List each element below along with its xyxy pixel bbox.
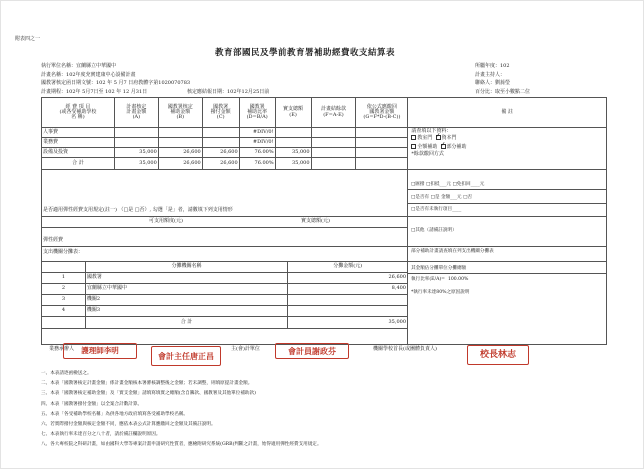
alloc-row bbox=[42, 295, 408, 306]
capital-checkbox[interactable] bbox=[436, 135, 441, 140]
return-mail: □匯撥 □扣抵___元 □免扣回____元 bbox=[411, 182, 485, 187]
accounting-label: 主(會)計單位 bbox=[231, 346, 260, 352]
plan-line bbox=[41, 73, 136, 78]
partial-subsidy-label: 部分補助 bbox=[446, 143, 467, 150]
executor-label: 執行單位名稱： bbox=[41, 63, 77, 69]
header-allocated: 國教署 撥付金額 (C) bbox=[202, 98, 239, 128]
alloc-no: 4 bbox=[42, 306, 86, 317]
cell-refund bbox=[356, 138, 408, 148]
period-line: 計畫期程：102年 5月7日至 102 年 12 月31日 bbox=[41, 89, 148, 95]
rate-line: 百分比：取至小數點二位 bbox=[475, 89, 531, 95]
cell-subsidy bbox=[158, 138, 202, 148]
principal-stamp: 校長林志 bbox=[467, 345, 529, 365]
cell-balance bbox=[311, 158, 356, 170]
alloc-amount: 26,600 bbox=[288, 273, 408, 284]
note-item: 二、本表「國教署核定計畫金額」係計畫金額核本署審核調整後之金額；若未調整，則填原提計畫金額。 bbox=[41, 381, 253, 387]
alloc-name: 機關2 bbox=[85, 295, 287, 306]
cell-rate: 76.00% bbox=[239, 158, 275, 170]
cell-approved: 35,000 bbox=[114, 158, 158, 170]
classroom-label: 教室門 bbox=[417, 135, 433, 142]
table-header-row bbox=[42, 98, 607, 128]
alloc-row bbox=[42, 306, 408, 317]
cell-approved bbox=[114, 128, 158, 138]
executor-value: 宜蘭縣立中華國中 bbox=[76, 63, 117, 69]
note-item: 三、本表「國教署核定補助金額」及「實支金額」請填寫填實之總額(含自籌款、國教署及其他單位補助款) bbox=[41, 391, 256, 397]
interest-line: □是否有 □是 金額___元 □否 bbox=[411, 195, 473, 200]
cell-approved bbox=[114, 138, 158, 148]
alloc-total-row bbox=[42, 317, 408, 329]
cell-item: 人事費 bbox=[42, 128, 115, 138]
grant-method: *餘款繳回方式 bbox=[411, 150, 444, 157]
alloc-name: 機關3 bbox=[85, 306, 287, 317]
classroom-checkbox[interactable] bbox=[411, 135, 416, 140]
full-subsidy-label: 全額補助 bbox=[417, 143, 438, 150]
allocation-table bbox=[41, 261, 408, 329]
header-subsidy: 國教署核定 補助金額 (B) bbox=[158, 98, 202, 128]
alloc-row bbox=[42, 273, 408, 284]
alloc-total-amount: 35,000 bbox=[288, 317, 408, 329]
divider bbox=[408, 261, 607, 262]
cell-refund bbox=[356, 128, 408, 138]
cell-allocated: 26,600 bbox=[202, 148, 239, 158]
alloc-header-name: 分攤機關名稱 bbox=[85, 262, 287, 273]
capital-label: 資本門 bbox=[441, 135, 457, 142]
cell-item: 業務費 bbox=[42, 138, 115, 148]
handler-stamp: 護理師李明 bbox=[63, 343, 137, 359]
alloc-name: 宜蘭縣立中華國中 bbox=[85, 284, 287, 295]
note-item: 六、若實際撥付金額與核定金額不同，應依本表公式計算應繳回之金額及其備註說明。 bbox=[41, 422, 216, 428]
settlement-table bbox=[41, 97, 607, 170]
cell-rate: #DIV/0! bbox=[239, 138, 275, 148]
cell-balance bbox=[311, 128, 356, 138]
table-row bbox=[42, 128, 607, 138]
under-note: *執行率未達80%之原因說明 bbox=[411, 290, 470, 295]
note-item: 四、本表「國教署撥付金額」以全案合計數計算。 bbox=[41, 401, 143, 407]
flex-col-allowed: 可支用額度(元) bbox=[149, 218, 183, 224]
note-item: 五、本表「各受補助學校名稱」為供各地方政府填寫各受補助學校名稱。 bbox=[41, 411, 189, 417]
header-balance: 計畫結餘款 (F=A-E) bbox=[311, 98, 356, 128]
cell-item: 設備及投資 bbox=[42, 148, 115, 158]
header-item: 經 費 項 目 (或各受補助學校 名 稱) bbox=[42, 98, 115, 128]
header-refund: 依公式應繳回 國教署金額 (G=F*D-(B-C)) bbox=[356, 98, 408, 128]
plan-value: 102年度充實建康中心設備計畫 bbox=[66, 72, 136, 78]
alloc-amount bbox=[288, 295, 408, 306]
cell-refund bbox=[356, 158, 408, 170]
alloc-name: 國教署 bbox=[85, 273, 287, 284]
interest-line-2: □是否有未執行項目____ bbox=[411, 207, 462, 212]
accountant-stamp: 會計主任唐正昌 bbox=[151, 346, 221, 366]
divider bbox=[408, 203, 607, 204]
cell-allocated bbox=[202, 128, 239, 138]
school-head-label: 機關學校首長(或團體負責人) bbox=[373, 346, 437, 352]
alloc-no: 3 bbox=[42, 295, 86, 306]
divider bbox=[41, 216, 408, 217]
divider bbox=[41, 246, 408, 247]
handler-label: 業務承辦人 bbox=[49, 346, 75, 352]
divider bbox=[41, 227, 408, 228]
executor-line bbox=[41, 64, 116, 69]
alloc-amount bbox=[288, 306, 408, 317]
alloc-no: 2 bbox=[42, 284, 86, 295]
header-approved: 計畫核定 計畫金額 (A) bbox=[114, 98, 158, 128]
cell-actual bbox=[275, 138, 311, 148]
flex-use-label: 彈性經費 bbox=[43, 237, 64, 243]
approval-line: 國教署核定函日期文號：102 年 5 月7 日府教體字第1020070783 bbox=[41, 80, 191, 86]
other-line: □其他（請備註說明） bbox=[411, 228, 457, 233]
full-subsidy-checkbox[interactable] bbox=[411, 144, 416, 149]
exec-rate-label: 執行比率(E/A)= bbox=[411, 277, 446, 282]
divider bbox=[408, 216, 607, 217]
note-item: 一、本表請逐函檢送之。 bbox=[41, 371, 92, 376]
plan-label: 計畫名稱： bbox=[41, 72, 67, 78]
year-line: 所屬年度：102 bbox=[475, 63, 510, 69]
cell-actual: 35,000 bbox=[275, 158, 311, 170]
cell-subsidy: 26,600 bbox=[158, 148, 202, 158]
cell-subsidy: 26,600 bbox=[158, 158, 202, 170]
remarks-subsidy-options bbox=[411, 144, 603, 150]
header-rate: 國教署 補助比率 (D=B/A) bbox=[239, 98, 275, 128]
cell-balance bbox=[311, 148, 356, 158]
note-item: 八、各大專校院之科研計畫，如由國科大學等專案計畫申請研究性質者，應檢附研究系統(GRB)判斷之計畫，始得適用彈性經費支用規定。 bbox=[41, 442, 322, 448]
cell-subsidy bbox=[158, 128, 202, 138]
notes-list bbox=[41, 369, 631, 451]
cell-item: 合 計 bbox=[42, 158, 115, 170]
note-item: 七、本表執行率未達百分之八十者，請於備註欄說明原因。 bbox=[41, 432, 161, 438]
flex-col-spent: 實支總額(元) bbox=[301, 218, 330, 224]
exec-rate-value: 100.00% bbox=[447, 277, 469, 282]
flex-question: 是否適用彈性經費支用規定(註一) （□是 □否）, 勾選「是」者，請數填下列支用情形 bbox=[43, 207, 233, 213]
divider bbox=[408, 189, 607, 190]
cell-actual bbox=[275, 128, 311, 138]
divider bbox=[408, 246, 607, 247]
annex-label: 附表四之一 bbox=[15, 36, 41, 42]
alloc-header-amount: 分攤金額(元) bbox=[288, 262, 408, 273]
alloc-header-row bbox=[42, 262, 408, 273]
contact-line: 聯絡人：劉蕎瑩 bbox=[475, 80, 511, 86]
alloc-amount: 8,400 bbox=[288, 284, 408, 295]
alloc-row bbox=[42, 284, 408, 295]
header-remarks: 備 註 bbox=[408, 98, 607, 128]
manager-line: 計畫主持人： bbox=[475, 72, 506, 78]
exec-rate-line bbox=[411, 278, 468, 283]
manager-stamp: 會計員謝政芬 bbox=[275, 343, 349, 359]
remarks-request: 請查填以下資料： bbox=[411, 128, 452, 134]
header-actual: 實支總額 (E) bbox=[275, 98, 311, 128]
cell-allocated: 26,600 bbox=[202, 158, 239, 170]
divider bbox=[408, 273, 607, 274]
partial-subsidy-checkbox[interactable] bbox=[441, 144, 446, 149]
cell-rate: 76.00% bbox=[239, 148, 275, 158]
alloc-total-label: 合 計 bbox=[85, 317, 287, 329]
audit-date-line: 核定應結報日期：102年12月25日前 bbox=[187, 89, 270, 95]
cell-refund bbox=[356, 148, 408, 158]
cell-balance bbox=[311, 138, 356, 148]
alloc-title: 支出機關分攤表： bbox=[43, 249, 84, 255]
page-title: 教育部國民及學前教育署補助經費收支結算表 bbox=[215, 48, 396, 58]
cell-allocated bbox=[202, 138, 239, 148]
partial-note: 部分補助計畫請查填在列支出機關分攤表 bbox=[411, 249, 494, 254]
funds-note: 其金額佔分攤單位分攤總額 bbox=[411, 266, 467, 271]
cell-approved: 35,000 bbox=[114, 148, 158, 158]
alloc-no: 1 bbox=[42, 273, 86, 284]
cell-actual: 35,000 bbox=[275, 148, 311, 158]
remarks-cell bbox=[408, 128, 607, 170]
cell-rate: #DIV/0! bbox=[239, 128, 275, 138]
